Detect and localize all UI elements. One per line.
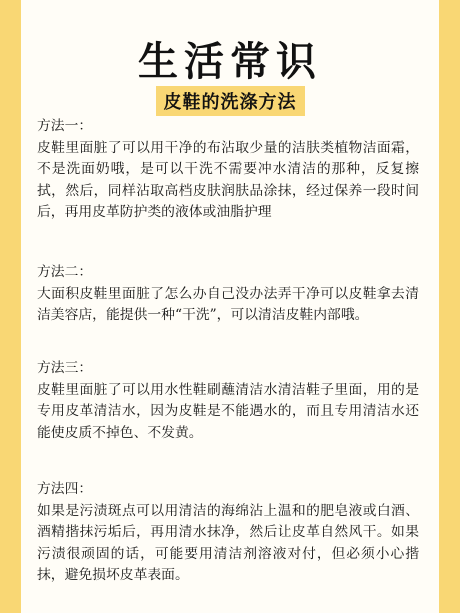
method-heading: 方法三： xyxy=(37,360,93,376)
method-heading: 方法四： xyxy=(37,481,93,497)
method-section-1 xyxy=(37,116,419,224)
page-title: 生活常识 xyxy=(138,39,322,85)
method-heading: 方法一： xyxy=(37,118,93,134)
subtitle-highlight: 皮鞋的洗涤方法 xyxy=(156,86,305,116)
method-section-2 xyxy=(37,262,419,327)
method-heading: 方法二： xyxy=(37,264,93,280)
method-text: 皮鞋里面脏了可以用水性鞋刷蘸清洁水清洁鞋子里面，用的是专用皮革清洁水，因为皮鞋是不能遇水的，而且专用清洁水还能使皮质不掉色、不发黄。 xyxy=(37,381,419,441)
method-section-3 xyxy=(37,358,419,444)
method-text: 皮鞋里面脏了可以用干净的布沾取少量的洁肤类植物洁面霜，不是洗面奶哦，是可以干洗不需要冲水清洁的那种，反复擦拭，然后，同样沾取高档皮肤润肤品涂抹，经过保养一段时间后，再用皮革防护类的液体或油脂护理 xyxy=(37,139,419,220)
method-text: 大面积皮鞋里面脏了怎么办自己没办法弄干净可以皮鞋拿去清洁美容店，能提供一种“干洗”，可以清洁皮鞋内部哦。 xyxy=(37,285,419,323)
method-section-4 xyxy=(37,479,419,587)
subtitle-container xyxy=(21,86,439,116)
method-text: 如果是污渍斑点可以用清洁的海绵沾上温和的肥皂液或白酒、酒精揩抹污垢后，再用清水抹净，然后让皮革自然风干。如果污渍很顽固的话，可能要用清洁剂溶液对付，但必须小心揩抹，避免损坏皮革表面。 xyxy=(37,502,419,583)
